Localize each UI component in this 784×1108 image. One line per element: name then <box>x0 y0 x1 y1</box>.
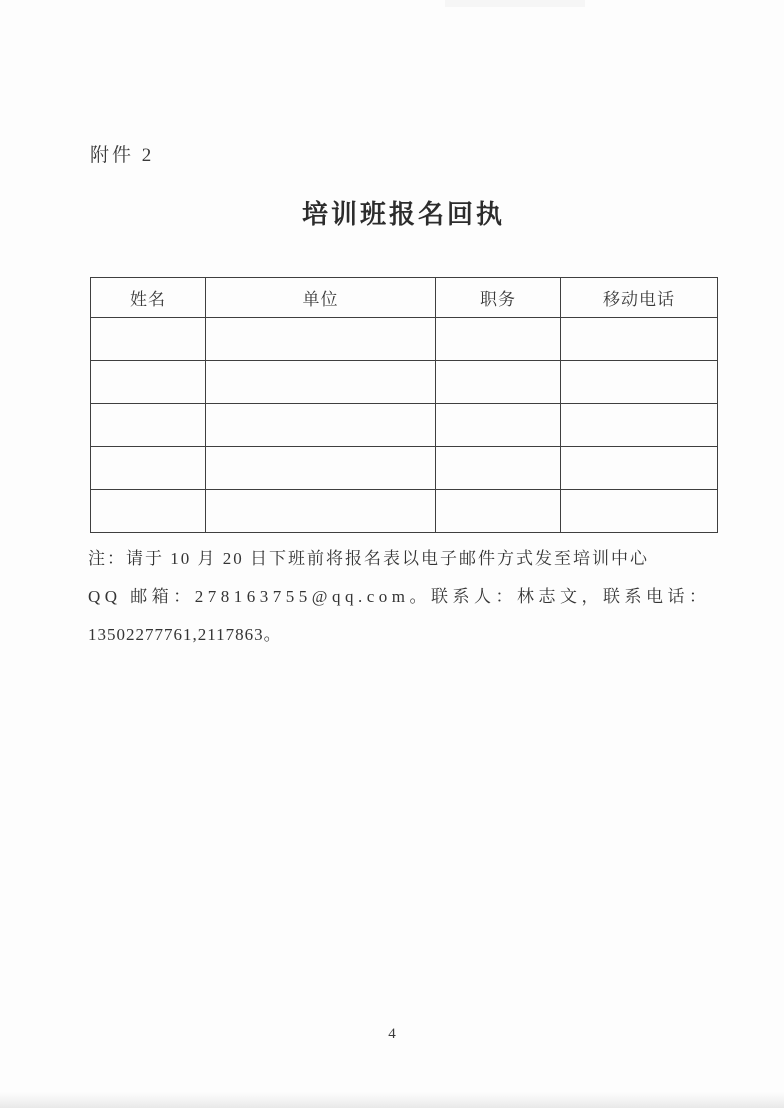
table-cell <box>561 361 718 404</box>
table-cell <box>436 318 561 361</box>
note-line-2: QQ 邮箱：278163755@qq.com。联系人：林志文，联系电话： <box>88 587 711 606</box>
note-paragraph <box>88 540 720 654</box>
table-cell <box>206 404 436 447</box>
page-title: 培训班报名回执 <box>301 200 505 229</box>
table-cell <box>436 404 561 447</box>
scan-artifact-bottom <box>0 1092 784 1108</box>
table-row <box>91 361 718 404</box>
registration-table <box>90 277 718 533</box>
table-row <box>91 490 718 533</box>
table-row <box>91 404 718 447</box>
table-cell <box>91 447 206 490</box>
table-cell <box>436 361 561 404</box>
table-header-cell: 职务 <box>436 278 561 318</box>
table-cell <box>561 490 718 533</box>
table-cell <box>206 490 436 533</box>
table-header-cell: 移动电话 <box>561 278 718 318</box>
table-cell <box>91 361 206 404</box>
table-row <box>91 318 718 361</box>
table-cell <box>561 447 718 490</box>
note-line-1: 注：请于 10 月 20 日下班前将报名表以电子邮件方式发至培训中心 <box>88 549 649 568</box>
table-header-row <box>91 278 718 318</box>
scan-artifact-top <box>445 0 585 7</box>
table-header-cell: 单位 <box>206 278 436 318</box>
note-line-3: 13502277761,2117863。 <box>88 625 282 644</box>
table-cell <box>206 447 436 490</box>
table-cell <box>561 404 718 447</box>
table-cell <box>436 447 561 490</box>
table-row <box>91 447 718 490</box>
table-header-cell: 姓名 <box>91 278 206 318</box>
table-cell <box>206 361 436 404</box>
table-cell <box>91 318 206 361</box>
table-cell <box>91 490 206 533</box>
table-cell <box>206 318 436 361</box>
table-cell <box>561 318 718 361</box>
table-cell <box>91 404 206 447</box>
table-cell <box>436 490 561 533</box>
attachment-label: 附件 2 <box>90 145 155 166</box>
page-number: 4 <box>388 1026 396 1042</box>
